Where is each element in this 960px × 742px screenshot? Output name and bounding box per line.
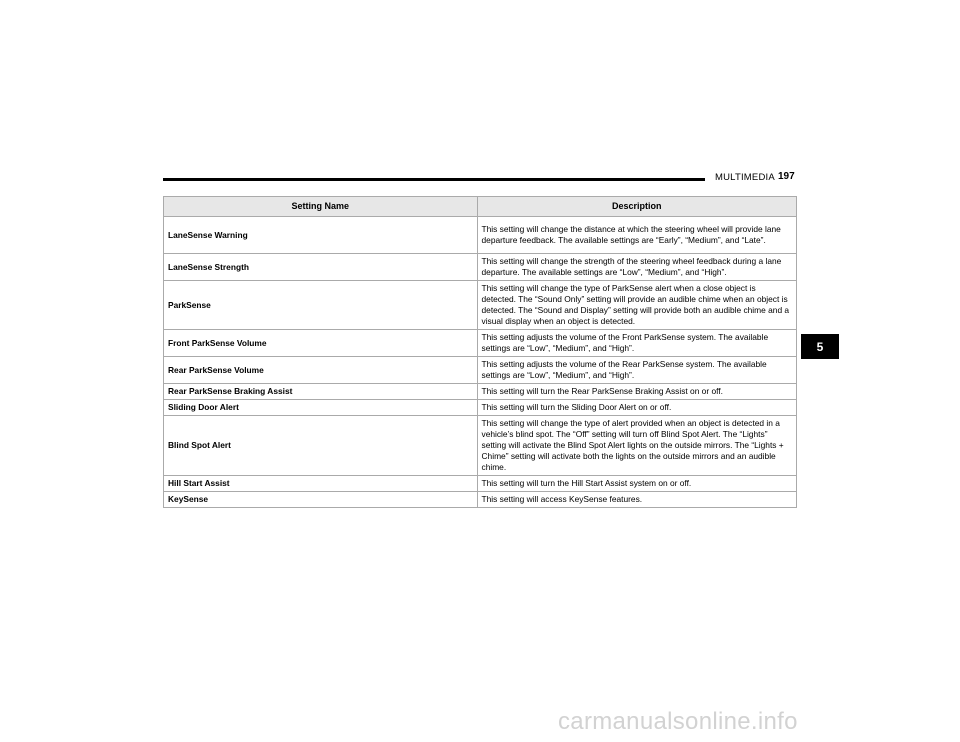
table-row <box>164 476 797 492</box>
setting-description-cell: This setting will turn the Hill Start Assist system on or off. <box>477 476 797 492</box>
setting-name-cell: Rear ParkSense Braking Assist <box>164 384 478 400</box>
table-row <box>164 384 797 400</box>
table-row <box>164 254 797 281</box>
setting-description-cell: This setting adjusts the volume of the Front ParkSense system. The available settings are “Low”, “Medium”, and “High”. <box>477 330 797 357</box>
setting-name-cell: KeySense <box>164 492 478 508</box>
setting-name-cell: ParkSense <box>164 281 478 330</box>
table-row <box>164 357 797 384</box>
chapter-tab <box>801 334 839 359</box>
header-rule <box>163 178 705 181</box>
table-row <box>164 400 797 416</box>
table-row <box>164 492 797 508</box>
setting-description-cell: This setting will access KeySense features. <box>477 492 797 508</box>
section-title: MULTIMEDIA <box>715 172 775 183</box>
table-row <box>164 416 797 476</box>
setting-description-cell: This setting will change the type of alert provided when an object is detected in a vehicle’s blind spot. The “Off” setting will turn off Blind Spot Alert. The “Lights” setting will activate the Blind Spot Alert lights on the outside mirrors. The “Lights + Chime” setting will activate both the lights on the outside mirrors and an audible chime. <box>477 416 797 476</box>
setting-name-cell: Front ParkSense Volume <box>164 330 478 357</box>
table-header-row <box>164 197 797 217</box>
setting-description-cell: This setting will change the strength of the steering wheel feedback during a lane departure. The available settings are “Low”, “Medium”, and “High”. <box>477 254 797 281</box>
watermark: carmanualsonline.info <box>558 708 798 735</box>
column-header-description: Description <box>477 197 797 217</box>
setting-description-cell: This setting adjusts the volume of the Rear ParkSense system. The available settings are “Low”, “Medium”, and “High”. <box>477 357 797 384</box>
setting-name-cell: Hill Start Assist <box>164 476 478 492</box>
setting-name-cell: Sliding Door Alert <box>164 400 478 416</box>
setting-name-cell: Rear ParkSense Volume <box>164 357 478 384</box>
column-header-setting-name: Setting Name <box>164 197 478 217</box>
setting-description-cell: This setting will turn the Rear ParkSense Braking Assist on or off. <box>477 384 797 400</box>
setting-name-cell: LaneSense Warning <box>164 217 478 254</box>
chapter-tab-label: 5 <box>816 339 824 354</box>
setting-name-cell: Blind Spot Alert <box>164 416 478 476</box>
settings-table <box>163 196 797 508</box>
page-number: 197 <box>778 171 795 182</box>
setting-name-cell: LaneSense Strength <box>164 254 478 281</box>
table-row <box>164 330 797 357</box>
setting-description-cell: This setting will turn the Sliding Door Alert on or off. <box>477 400 797 416</box>
table-row <box>164 281 797 330</box>
setting-description-cell: This setting will change the type of ParkSense alert when a close object is detected. The “Sound Only” setting will provide an audible chime when an object is detected. The “Sound and Display” setting will provide both an audible chime and a visual display when an object is detected. <box>477 281 797 330</box>
setting-description-cell: This setting will change the distance at which the steering wheel will provide lane departure feedback. The available settings are “Early”, “Medium”, and “Late”. <box>477 217 797 254</box>
table-row <box>164 217 797 254</box>
